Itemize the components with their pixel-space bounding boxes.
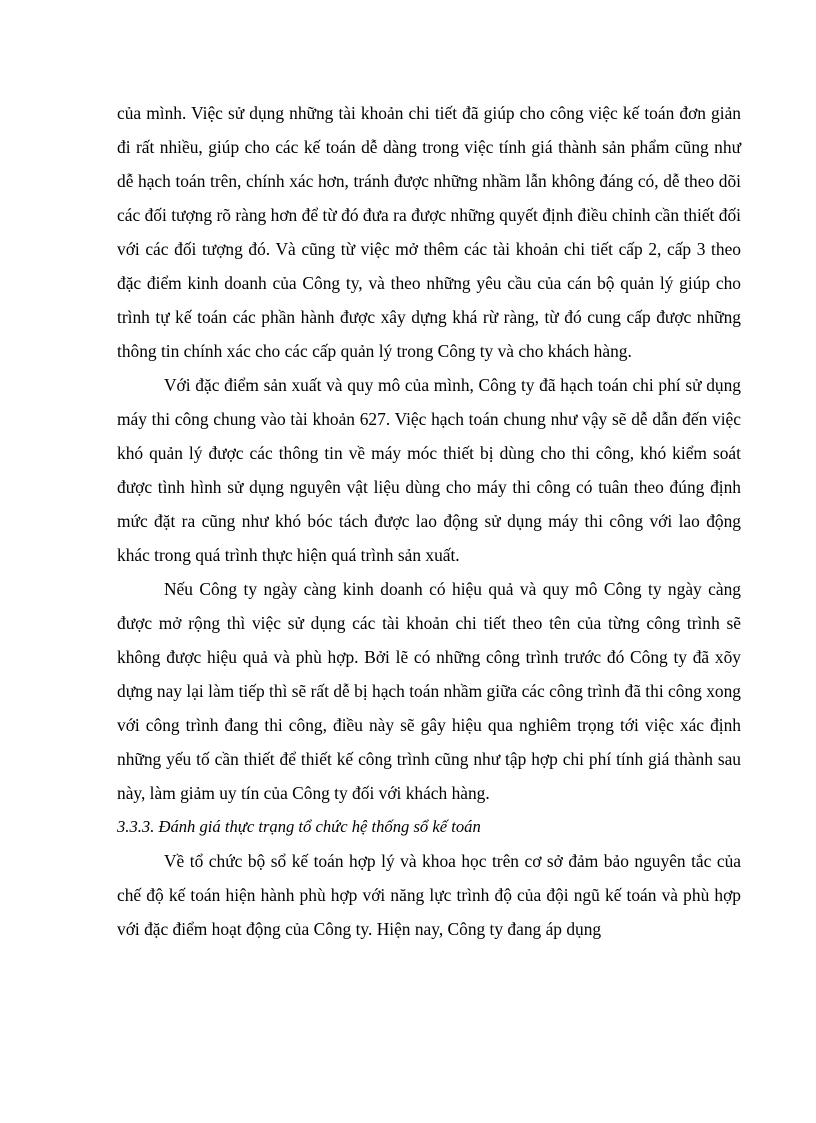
section-heading: 3.3.3. Đánh giá thực trạng tổ chức hệ thống sổ kế toán xyxy=(117,817,481,836)
document-page xyxy=(117,96,741,946)
paragraph-continuation: của mình. Việc sử dụng những tài khoản chi tiết đã giúp cho công việc kế toán đơn giản đi rất nhiều, giúp cho các kế toán dễ dàng trong việc tính giá thành sản phẩm cũng như dễ hạch toán trên, chính xác hơn, tránh được những nhầm lẫn không đáng có, dễ theo dõi các đối tượng rõ ràng hơn để từ đó đưa ra được những quyết định điều chỉnh cần thiết đối với các đối tượng đó. Và cũng từ việc mở thêm các tài khoản chi tiết cấp 2, cấp 3 theo đặc điểm kinh doanh của Công ty, và theo những yêu cầu của cán bộ quản lý giúp cho trình tự kế toán các phần hành được xây dựng khá rừ ràng, từ đó cung cấp được những thông tin chính xác cho các cấp quản lý trong Công ty và cho khách hàng. xyxy=(117,103,741,361)
paragraph-company-growth: Nếu Công ty ngày càng kinh doanh có hiệu quả và quy mô Công ty ngày càng được mở rộng thì việc sử dụng các tài khoản chi tiết theo tên của từng công trình sẽ không được hiệu quả và phù hợp. Bởi lẽ có những công trình trước đó Công ty đã xõy dựng nay lại làm tiếp thì sẽ rất dễ bị hạch toán nhầm giữa các công trình đã thi công xong với công trình đang thi công, điều này sẽ gây hiệu qua nghiêm trọng tới việc xác định những yếu tố cần thiết để thiết kế công trình cũng như tập hợp chi phí tính giá thành sau này, làm giảm uy tín của Công ty đối với khách hàng. xyxy=(117,579,741,803)
paragraph-ledger-organization: Về tổ chức bộ sổ kế toán hợp lý và khoa học trên cơ sở đảm bảo nguyên tắc của chế độ kế toán hiện hành phù hợp với năng lực trình độ của đội ngũ kế toán và phù hợp với đặc điểm hoạt động của Công ty. Hiện nay, Công ty đang áp dụng xyxy=(117,851,741,939)
paragraph-machine-costs: Với đặc điểm sản xuất và quy mô của mình, Công ty đã hạch toán chi phí sử dụng máy thi công chung vào tài khoản 627. Việc hạch toán chung như vậy sẽ dễ dẫn đến việc khó quản lý được các thông tin về máy móc thiết bị dùng cho thi công, khó kiểm soát được tình hình sử dụng nguyên vật liệu dùng cho máy thi công có tuân theo đúng định mức đặt ra cũng như khó bóc tách được lao động sử dụng máy thi công với lao động khác trong quá trình thực hiện quá trình sản xuất. xyxy=(117,375,741,565)
